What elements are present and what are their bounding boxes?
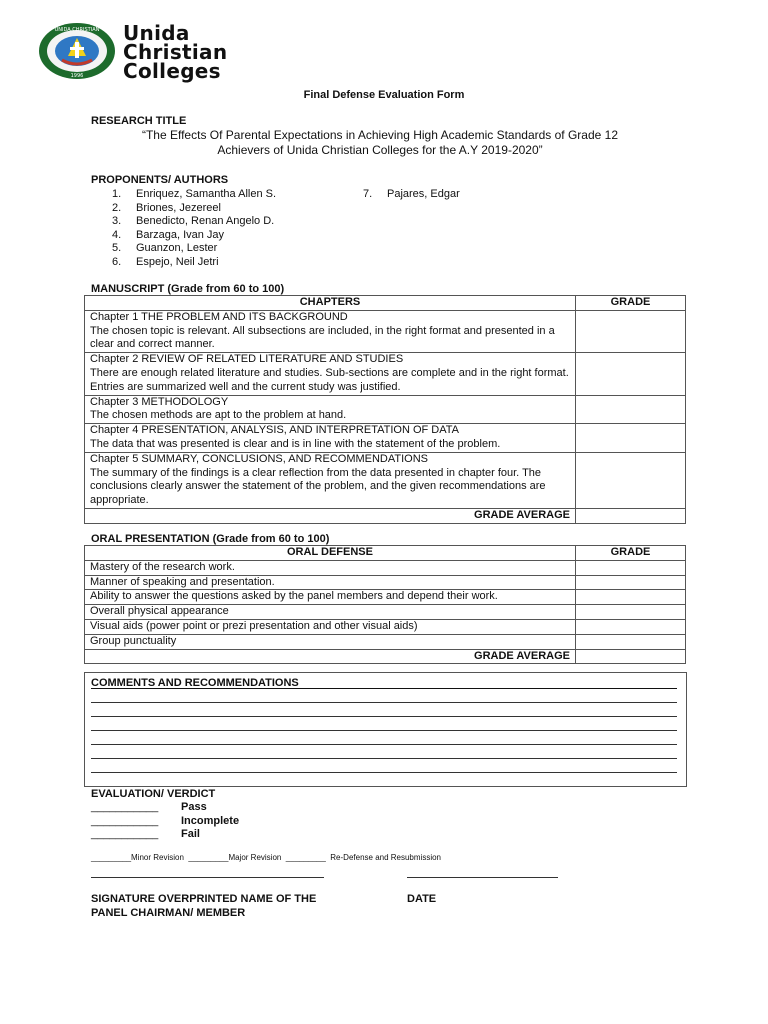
comment-line[interactable] (91, 772, 677, 773)
proponents-list-right (363, 187, 460, 201)
chapter-title: Chapter 5 SUMMARY, CONCLUSIONS, AND RECOMMENDATIONS (90, 452, 429, 465)
comment-line[interactable] (91, 702, 677, 703)
oral-grade-cell[interactable] (576, 560, 686, 575)
oral-grade-cell[interactable] (576, 575, 686, 590)
chapter-cell (85, 353, 576, 395)
college-name-line-3: Colleges (123, 59, 221, 83)
chapter-criteria: The data that was presented is clear and is in line with the statement of the problem. (90, 437, 501, 450)
chapter-title: Chapter 3 METHODOLOGY (90, 395, 229, 408)
proponent-number: 6. (112, 255, 122, 268)
chapter-criteria: The chosen topic is relevant. All subsections are included, in the right format and presented in a clear and correct manner. (90, 324, 555, 351)
research-title-line-1: “The Effects Of Parental Expectations in Achieving High Academic Standards of Grade 12 (141, 128, 619, 142)
date-line[interactable] (407, 877, 558, 878)
comment-line[interactable] (91, 730, 677, 731)
oral-criterion: Ability to answer the questions asked by the panel members and depend their work. (85, 590, 576, 605)
proponents-list-left (112, 187, 276, 269)
chapter-row (85, 452, 686, 508)
oral-grade-average-label: GRADE AVERAGE (85, 649, 576, 664)
oral-grade-cell[interactable] (576, 590, 686, 605)
proponent-item (112, 214, 276, 228)
chapter-title: Chapter 4 PRESENTATION, ANALYSIS, AND INTERPRETATION OF DATA (90, 424, 459, 437)
proponent-number: 2. (112, 201, 122, 214)
proponent-number: 4. (112, 228, 122, 241)
oral-criterion: Mastery of the research work. (85, 560, 576, 575)
oral-criterion: Group punctuality (85, 634, 576, 649)
oral-grade-average-cell[interactable] (576, 649, 686, 664)
chapter-row (85, 395, 686, 424)
chapter-cell (85, 395, 576, 424)
verdict-option-incomplete: Incomplete (181, 815, 240, 827)
research-title-line-2: Achievers of Unida Christian Colleges for the A.Y 2019-2020” (217, 143, 543, 157)
grade-average-label: GRADE AVERAGE (85, 508, 576, 523)
verdict-blank-pass[interactable]: ___________ (91, 801, 159, 813)
chapter-grade-cell[interactable] (576, 353, 686, 395)
chapter-criteria: The chosen methods are apt to the problem at hand. (90, 409, 347, 422)
comment-line[interactable] (91, 716, 677, 717)
chapter-title: Chapter 1 THE PROBLEM AND ITS BACKGROUND (90, 310, 348, 323)
oral-criterion-row (85, 575, 686, 590)
proponent-item (112, 255, 276, 269)
oral-grade-cell[interactable] (576, 619, 686, 634)
svg-text:UNIDA CHRISTIAN: UNIDA CHRISTIAN (54, 27, 100, 33)
proponent-name: Pajares, Edgar (387, 188, 460, 200)
chapter-grade-cell[interactable] (576, 452, 686, 508)
oral-criterion-row (85, 560, 686, 575)
comments-box (84, 672, 687, 787)
chapter-cell (85, 424, 576, 453)
verdict-blank-incomplete[interactable]: ___________ (91, 815, 159, 827)
oral-criterion-row (85, 590, 686, 605)
chapter-title: Chapter 2 REVIEW OF RELATED LITERATURE AND STUDIES (90, 353, 404, 366)
svg-text:1996: 1996 (70, 73, 84, 79)
date-label: DATE (407, 893, 437, 905)
comments-label: COMMENTS AND RECOMMENDATIONS (91, 677, 299, 689)
chapter-grade-cell[interactable] (576, 395, 686, 424)
comments-rule (91, 688, 677, 689)
proponent-name: Barzaga, Ivan Jay (136, 228, 225, 241)
comment-line[interactable] (91, 758, 677, 759)
oral-defense-table (84, 545, 686, 664)
proponent-name: Benedicto, Renan Angelo D. (136, 215, 275, 228)
proponent-number: 5. (112, 242, 122, 255)
proponent-item (112, 187, 276, 201)
chapter-row (85, 353, 686, 395)
college-name-line-1: Unida (123, 21, 190, 45)
verdict-option-fail: Fail (181, 828, 200, 840)
oral-criterion-row (85, 619, 686, 634)
chapter-cell (85, 310, 576, 352)
proponent-item (112, 201, 276, 215)
chapter-criteria: There are enough related literature and studies. Sub-sections are complete and in the right format. Entries are summarized well and the current study was justified. (90, 366, 569, 393)
oral-presentation-label: ORAL PRESENTATION (Grade from 60 to 100) (91, 533, 330, 545)
manuscript-grade-average-cell[interactable] (576, 508, 686, 523)
oral-criterion: Manner of speaking and presentation. (85, 575, 576, 590)
oral-criterion: Overall physical appearance (85, 605, 576, 620)
proponent-name: Espejo, Neil Jetri (136, 255, 219, 268)
proponent-name: Enriquez, Samantha Allen S. (136, 188, 277, 200)
proponent-number: 1. (112, 188, 122, 200)
signature-label-line-2: PANEL CHAIRMAN/ MEMBER (91, 907, 246, 919)
manuscript-table (84, 295, 686, 524)
oral-grade-header: GRADE (576, 546, 686, 561)
research-title-label: RESEARCH TITLE (91, 115, 187, 127)
signature-label-line-1: SIGNATURE OVERPRINTED NAME OF THE (91, 893, 317, 905)
chapter-row (85, 424, 686, 453)
grade-header: GRADE (576, 296, 686, 311)
manuscript-label: MANUSCRIPT (Grade from 60 to 100) (91, 283, 285, 295)
oral-defense-header: ORAL DEFENSE (85, 546, 576, 561)
proponents-label: PROPONENTS/ AUTHORS (91, 174, 229, 186)
form-title: Final Defense Evaluation Form (303, 89, 465, 101)
oral-grade-cell[interactable] (576, 605, 686, 620)
oral-criterion-row (85, 634, 686, 649)
proponent-number: 3. (112, 215, 122, 228)
revision-options: _________Minor Revision _________Major Revision _________ Re-Defense and Resubmission (91, 853, 441, 862)
verdict-blank-fail[interactable]: ___________ (91, 828, 159, 840)
chapters-header: CHAPTERS (85, 296, 576, 311)
oral-criterion: Visual aids (power point or prezi presentation and other visual aids) (85, 619, 576, 634)
college-logo (36, 20, 118, 82)
proponent-name: Briones, Jezereel (136, 201, 221, 214)
college-name-line-2: Christian (123, 40, 228, 64)
proponent-item (363, 187, 460, 201)
verdict-label: EVALUATION/ VERDICT (91, 788, 216, 800)
chapter-cell (85, 452, 576, 508)
chapter-criteria: The summary of the findings is a clear reflection from the data presented in chapter four. The conclusions clearly answer the statement of the problem, and the given recommendations are appropriate. (90, 466, 546, 507)
proponent-number: 7. (363, 188, 373, 200)
oral-grade-cell[interactable] (576, 634, 686, 649)
oral-criterion-row (85, 605, 686, 620)
proponent-name: Guanzon, Lester (136, 242, 218, 255)
verdict-option-pass: Pass (181, 801, 207, 813)
proponent-item (112, 241, 276, 255)
signature-line[interactable] (91, 877, 324, 878)
comment-line[interactable] (91, 744, 677, 745)
proponent-item (112, 228, 276, 242)
chapter-row (85, 310, 686, 352)
chapter-grade-cell[interactable] (576, 310, 686, 352)
chapter-grade-cell[interactable] (576, 424, 686, 453)
